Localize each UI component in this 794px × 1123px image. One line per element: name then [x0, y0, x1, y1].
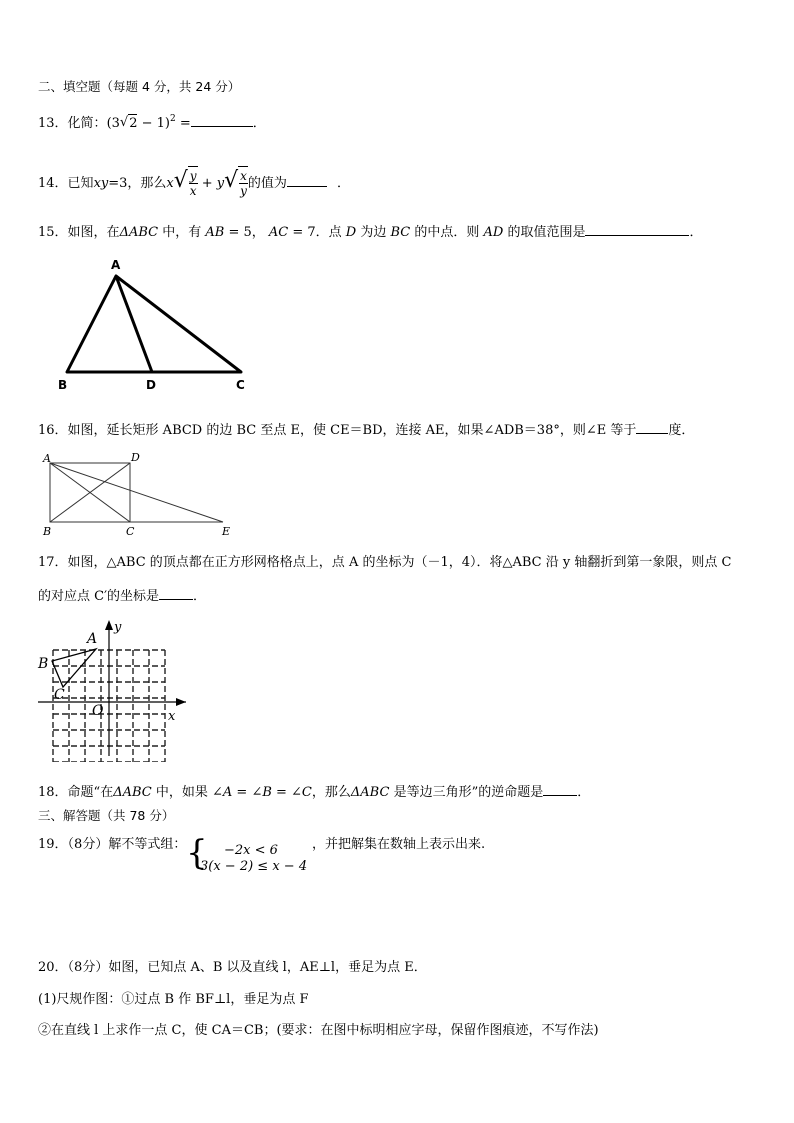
q16-answer-blank[interactable] [636, 419, 668, 434]
q18-triangle-2: ΔABC [350, 785, 390, 800]
q15-ad: AD [483, 225, 504, 240]
label-e: E [222, 525, 231, 538]
q14-t1: 已知 [67, 176, 94, 191]
q18-t3: 中，如果 [151, 785, 212, 800]
q15-t7: = 7．点 [288, 225, 346, 240]
q20-sub-2: ②在直线 l 上求作一点 C，使 CA＝CB；(要求：在图中标明相应字母，保留作图痕迹，不写作法) [38, 1023, 599, 1038]
section-2-title: 二、填空题（每题 4 分，共 24 分） [38, 79, 241, 94]
q20-sub-1: (1)尺规作图：①过点 B 作 BF⊥l，垂足为点 F [38, 992, 309, 1007]
q15-t9: 为边 [356, 225, 391, 240]
segment-ae [50, 463, 223, 522]
label-a: A [43, 452, 51, 465]
q14-end: ． [336, 176, 350, 191]
label-d: D [146, 378, 156, 392]
q14-x-coef: x [166, 176, 174, 191]
q18-triangle: ΔABC [113, 785, 152, 800]
figure-15-triangle [55, 256, 255, 396]
q20-number: 20． [38, 960, 68, 975]
q15-t5: = 5， [224, 225, 269, 240]
q13-answer-blank[interactable] [191, 112, 253, 127]
label-b: B [43, 525, 52, 538]
q13-expr-b: − 1) [137, 116, 170, 131]
q16-number: 16． [38, 423, 68, 438]
label-x: x [168, 709, 176, 724]
q15-bc: BC [390, 225, 411, 240]
label-o: O [92, 703, 104, 719]
q15-t1: 如图，在 [67, 225, 120, 240]
label-y: y [114, 620, 122, 635]
q15-d: D [345, 225, 357, 240]
q14-t3: =3，那么 [108, 176, 167, 191]
q14-frac2-den: y [240, 184, 247, 198]
q14-number: 14． [38, 176, 68, 191]
label-c: C [54, 687, 65, 703]
q14-frac2-num: x [240, 169, 247, 183]
label-a: A [111, 258, 121, 272]
q13-text: 化简： [67, 116, 107, 131]
q17-answer-blank[interactable] [159, 585, 193, 600]
q19-after-text: ，并把解集在数轴上表示出来. [312, 837, 486, 852]
q13-equals: = [175, 116, 191, 131]
question-16 [38, 419, 694, 440]
section-3-title: 三、解答题（共 78 分） [38, 808, 175, 823]
system-brace: { [186, 833, 208, 873]
q19-inequality-2: 3(x − 2) ≤ x − 4 [200, 859, 308, 874]
x-axis-arrow-icon [176, 698, 186, 706]
q14-frac1-num: y [189, 169, 197, 183]
q18-t7: 是等边三角形”的逆命题是 [389, 785, 544, 800]
question-13 [38, 110, 266, 133]
question-19 [38, 836, 186, 854]
q19-number: 19． [38, 837, 68, 852]
figure-17-grid [36, 616, 196, 762]
label-c: C [126, 525, 135, 538]
sqrt-sign: √ 2 [119, 115, 138, 131]
q19-text: （8分）解不等式组： [67, 837, 187, 852]
q18-t1: 命题“在 [67, 785, 114, 800]
q13-number: 13． [38, 116, 68, 131]
q17-number: 17． [38, 555, 68, 570]
triangle-abc [67, 276, 241, 372]
q13-expr-a: (3 [106, 116, 120, 131]
label-d: D [131, 451, 140, 464]
q14-answer-blank[interactable] [287, 172, 327, 187]
q15-t13: 的取值范围是 [503, 225, 586, 240]
q13-radicand: 2 [129, 116, 138, 131]
q14-y-coef: y [216, 176, 225, 191]
q14-xy: xy [93, 176, 109, 191]
q14-frac1-den: x [189, 184, 197, 198]
q19-inequality-1: −2x < 6 [224, 843, 278, 858]
question-20 [38, 959, 427, 977]
q18-end: ． [577, 785, 591, 800]
q14-t4: 的值为 [247, 176, 287, 191]
q13-end: ． [252, 116, 266, 131]
label-c: C [236, 378, 245, 392]
label-a: A [87, 631, 98, 647]
q15-t11: 的中点．则 [410, 225, 484, 240]
question-14 [38, 166, 350, 201]
q18-angles: ∠A = ∠B = ∠C [212, 785, 312, 800]
q18-answer-blank[interactable] [543, 781, 577, 796]
triangle-abc [52, 649, 96, 687]
q15-ab: AB [205, 225, 225, 240]
q18-t5: ，那么 [311, 785, 351, 800]
q16-text: 如图，延长矩形 ABCD 的边 BC 至点 E，使 CE＝BD，连接 AE，如果∠ADB＝38°，则∠E 等于 [67, 423, 637, 438]
q15-number: 15． [38, 225, 68, 240]
q20-text: （8分）如图，已知点 A、B 以及直线 l，AE⊥l，垂足为点 E． [67, 960, 427, 975]
q16-end: 度． [668, 423, 695, 438]
question-15 [38, 221, 702, 242]
figure-16-rectangle [40, 450, 240, 538]
y-axis-arrow-icon [105, 620, 113, 630]
q15-answer-blank[interactable] [585, 221, 689, 236]
q15-triangle: ΔABC [119, 225, 159, 240]
label-b: B [38, 656, 49, 672]
q14-plus: + [197, 176, 217, 191]
q18-number: 18． [38, 785, 68, 800]
question-18 [38, 781, 590, 802]
sqrt-sign: √ $\frac{x}{y}$ [224, 166, 248, 201]
label-b: B [58, 378, 68, 392]
sqrt-sign: √ $\frac{y}{x}$ [174, 166, 198, 201]
q17-end: ． [193, 589, 207, 604]
q15-end: ． [689, 225, 703, 240]
question-17-line-1 [38, 554, 731, 572]
question-17-line-2 [38, 585, 206, 606]
q17-line1: 如图，△ABC 的顶点都在正方形网格格点上，点 A 的坐标为（－1，4）．将△ABC 沿 y 轴翻折到第一象限，则点 C [67, 555, 732, 570]
q17-line2: 的对应点 C′的坐标是 [38, 589, 160, 604]
q13-exponent: 2 [169, 114, 176, 124]
q15-ac: AC [268, 225, 289, 240]
q15-t3: 中，有 [158, 225, 206, 240]
